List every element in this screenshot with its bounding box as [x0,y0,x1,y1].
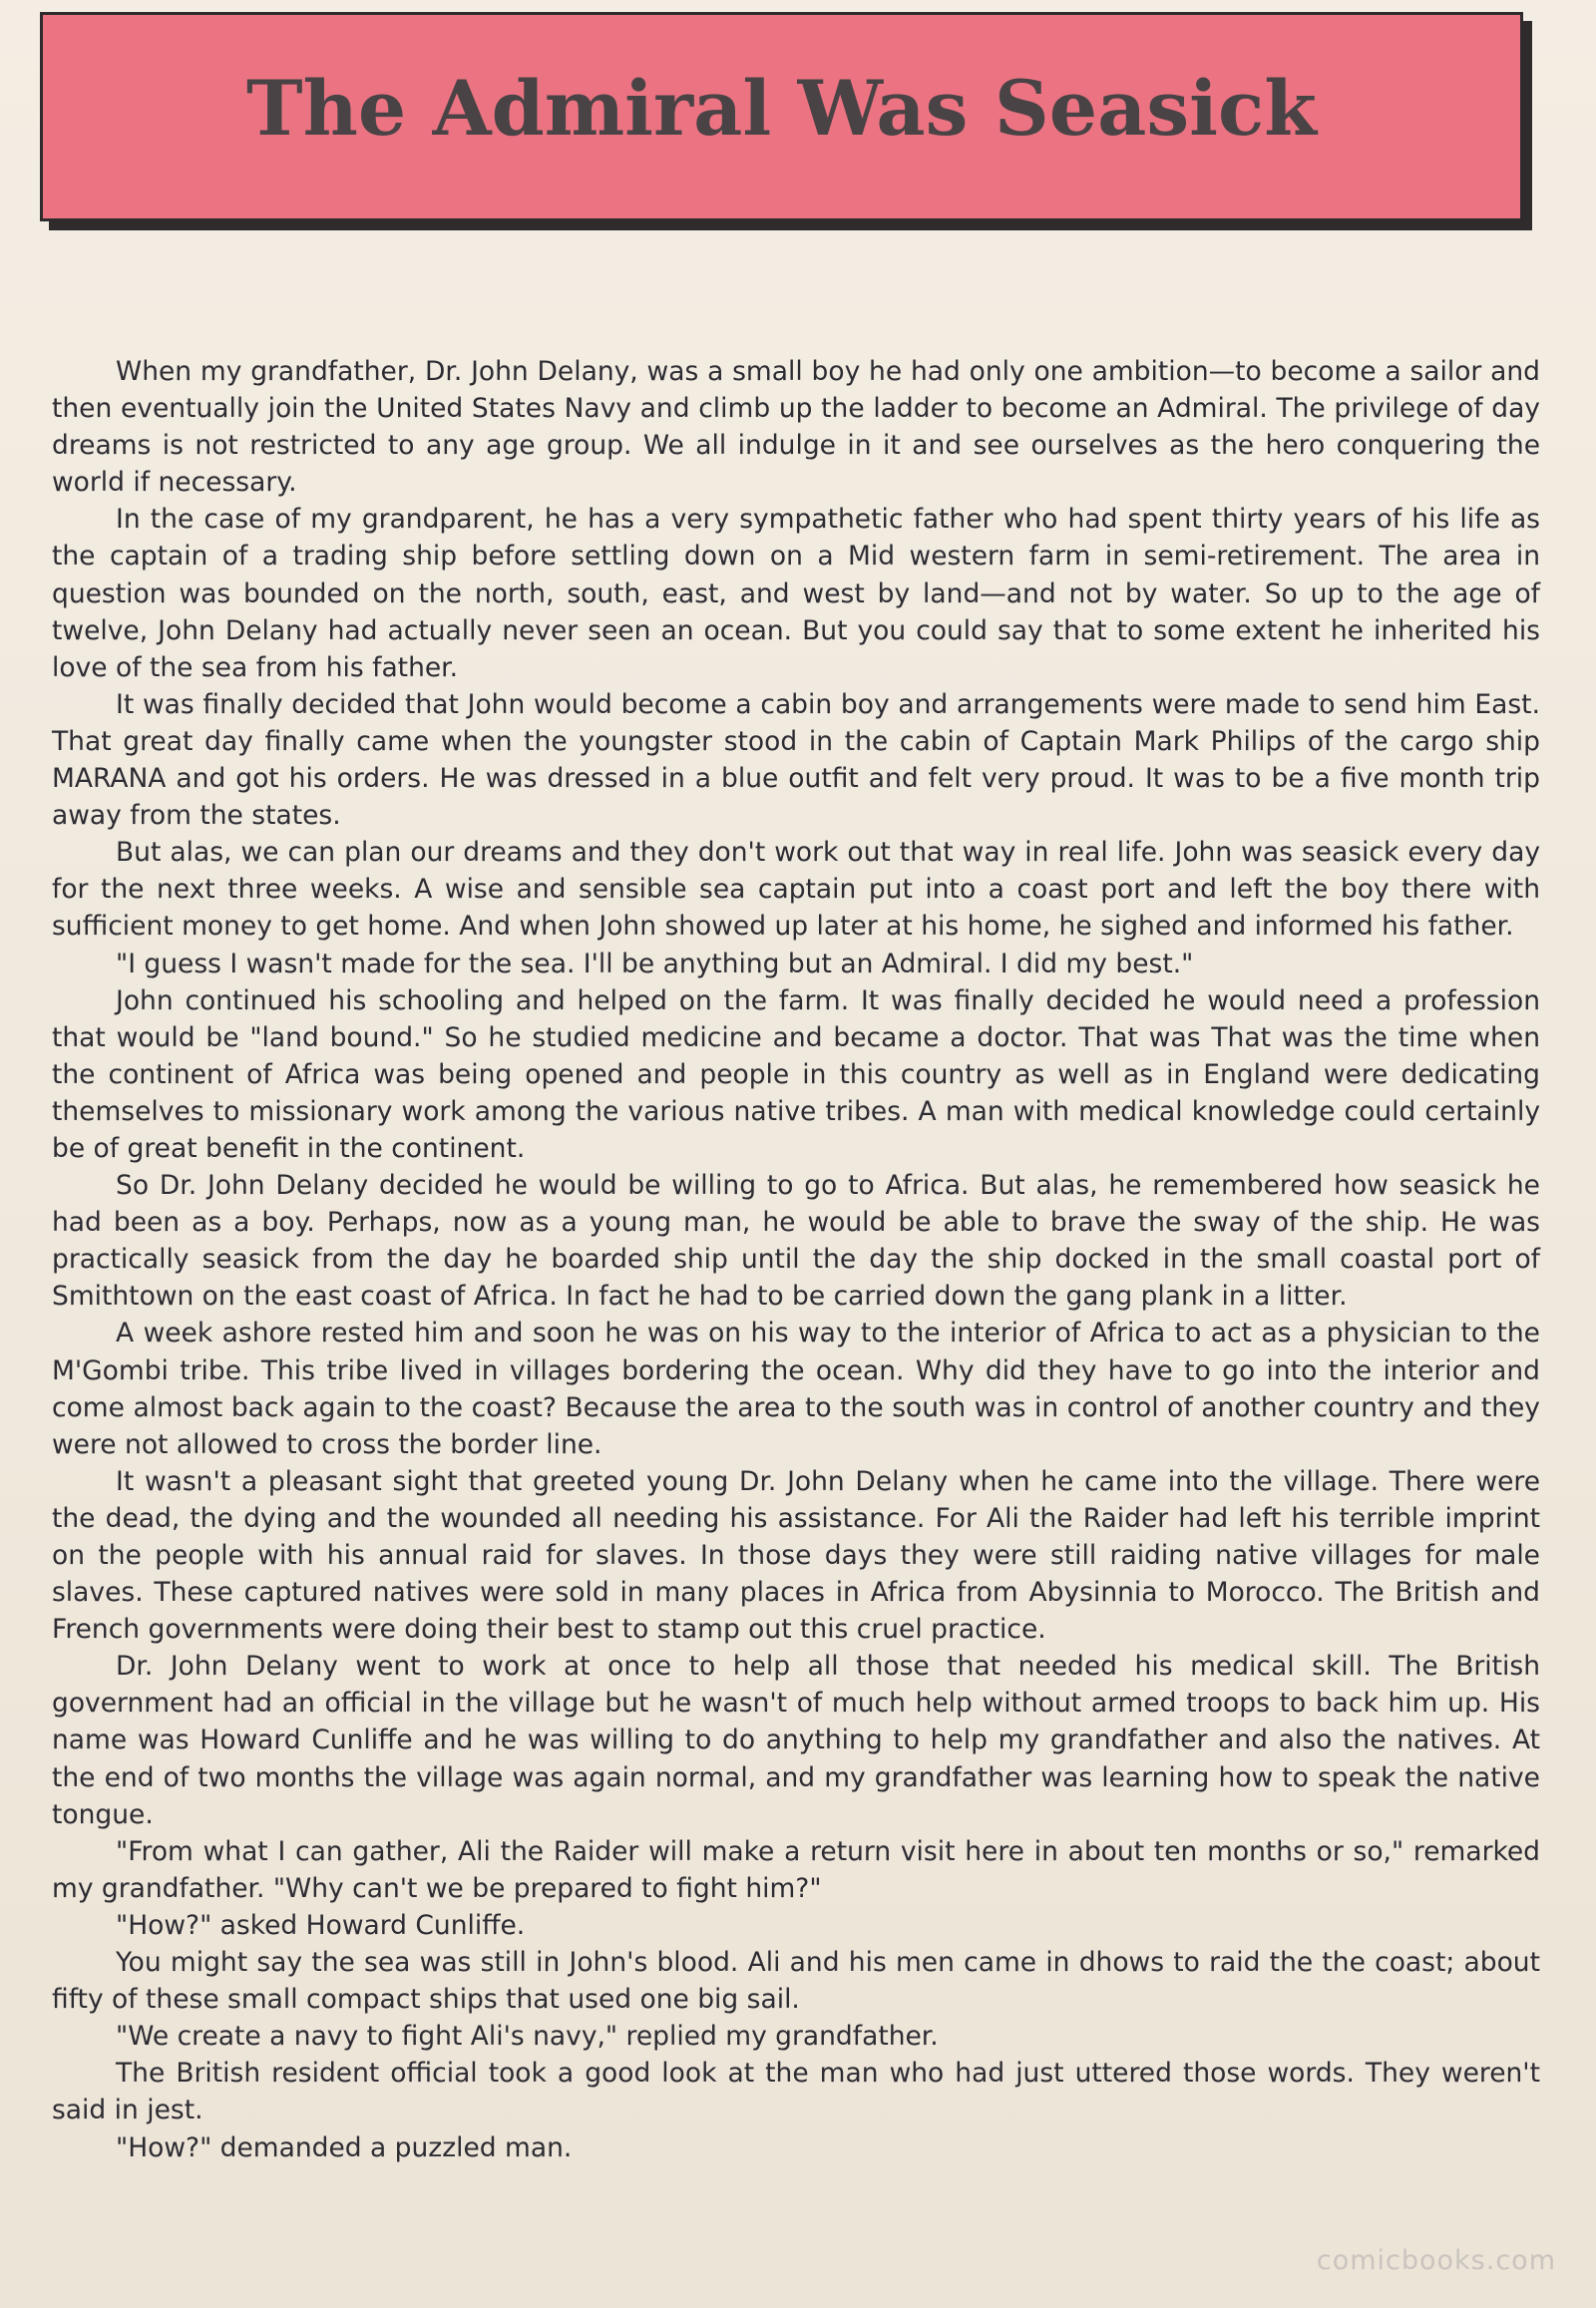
story-paragraph: So Dr. John Delany decided he would be willing to go to Africa. But alas, he remembered how seasick he had been as a boy. Perhaps, now as a young man, he would be able to brave the sway of the ship. He was practically seasick from the day he boarded ship until the day the ship docked in the small coastal port of Smithtown on the east coast of Africa. In fact he had to be carried down the gang plank in a litter. [52,1170,1540,1313]
story-paragraph: "How?" demanded a puzzled man. [116,2131,573,2163]
title-banner [40,12,1523,221]
story-paragraph: But alas, we can plan our dreams and they don't work out that way in real life. John was seasick every day for the next three weeks. A wise and sensible sea captain put into a coast port and left the boy there with sufficient money to get home. And when John showed up later at his home, he sighed and informed his father. [52,837,1540,943]
story-paragraph: "I guess I wasn't made for the sea. I'll be anything but an Admiral. I did my best." [116,948,1194,979]
story-paragraph: Dr. John Delany went to work at once to help all those that needed his medical skill. The British government had an official in the village but he wasn't of much help without armed troops to back him up. His name was Howard Cunliffe and he was willing to do anything to help my grandfather and also the natives. At the end of two months the village was again normal, and my grandfather was learning how to speak the native tongue. [52,1651,1540,1830]
story-title: The Admiral Was Seasick [246,63,1317,153]
story-paragraph: "From what I can gather, Ali the Raider will make a return visit here in about ten months or so," remarked my grandfather. "Why can't we be prepared to fight him?" [52,1835,1540,1904]
story-paragraph: "How?" asked Howard Cunliffe. [116,1909,526,1941]
story-paragraph: John continued his schooling and helped on the farm. It was finally decided he would need a profession that would be "land bound." So he studied medicine and became a doctor. That was That was the time when the continent of Africa was being opened and people in this country as well as in England were dedicating themselves to missionary work among the various native tribes. A man with medical knowledge could certainly be of great benefit in the continent. [52,984,1540,1164]
site-watermark: comicbooks.com [1316,2245,1556,2276]
story-paragraph: You might say the sea was still in John's blood. Ali and his men came in dhows to raid the the coast; about fifty of these small compact ships that used one big sail. [52,1947,1540,2016]
story-paragraph: It wasn't a pleasant sight that greeted young Dr. John Delany when he came into the village. There were the dead, the dying and the wounded all needing his assistance. For Ali the Raider had left his terrible imprint on the people with his annual raid for slaves. In those days they were still raiding native villages for male slaves. These captured natives were sold in many places in Africa from Abysinnia to Morocco. The British and French governments were doing their best to stamp out this cruel practice. [52,1465,1540,1646]
story-paragraph: The British resident official took a good look at the man who had just uttered those words. They weren't said in jest. [52,2058,1540,2126]
story-paragraph: "We create a navy to fight Ali's navy," replied my grandfather. [116,2021,939,2053]
story-body [52,353,1540,2166]
story-paragraph: When my grandfather, Dr. John Delany, was a small boy he had only one ambition—to become a sailor and then eventually join the United States Navy and climb up the ladder to become an Admiral. The privilege of day dreams is not restricted to any age group. We all indulge in it and see ourselves as the hero conquering the world if necessary. [52,356,1540,499]
story-paragraph: A week ashore rested him and soon he was on his way to the interior of Africa to act as a physician to the M'Gombi tribe. This tribe lived in villages bordering the ocean. Why did they have to go into the interior and come almost back again to the coast? Because the area to the south was in control of another country and they were not allowed to cross the border line. [52,1318,1540,1460]
story-paragraph: It was finally decided that John would become a cabin boy and arrangements were made to send him East. That great day finally came when the youngster stood in the cabin of Captain Mark Philips of the cargo ship MARANA and got his orders. He was dressed in a blue outfit and felt very proud. It was to be a five month trip away from the states. [52,688,1540,832]
story-paragraph: In the case of my grandparent, he has a very sympathetic father who had spent thirty years of his life as the captain of a trading ship before settling down on a Mid western farm in semi-retirement. The area in question was bounded on the north, south, east, and west by land—and not by water. So up to the age of twelve, John Delany had actually never seen an ocean. But you could say that to some extent he inherited his love of the sea from his father. [52,504,1540,683]
